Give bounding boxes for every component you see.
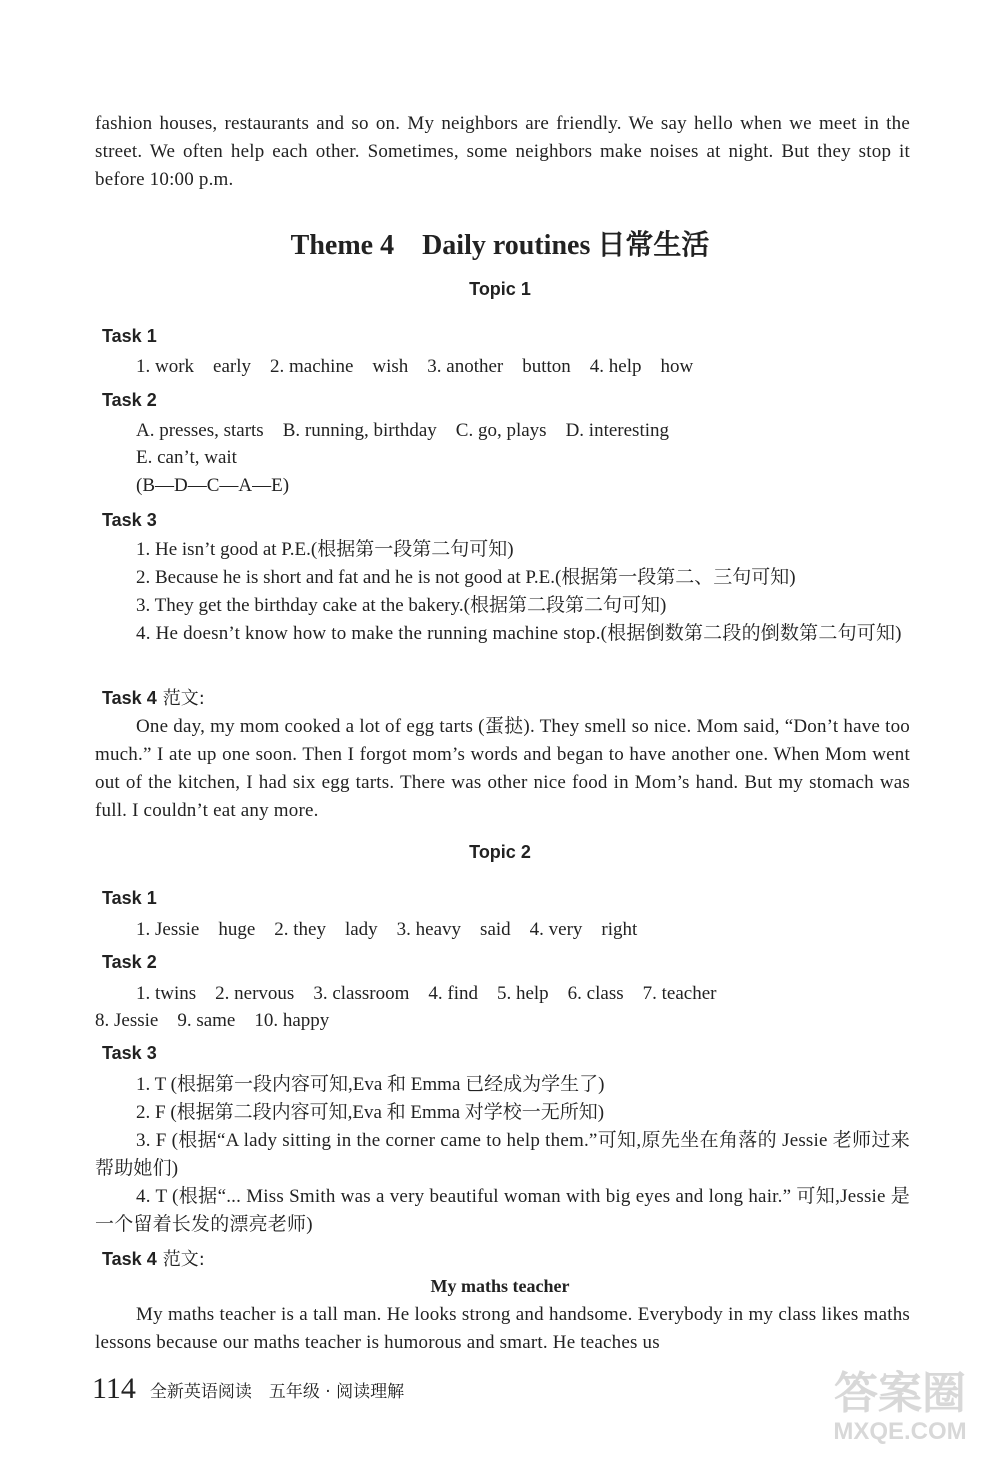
task-label: Task 1	[102, 888, 157, 908]
watermark-url: MXQE.COM	[833, 1418, 967, 1445]
topic-1-task-2-line-1: A. presses, starts B. running, birthday C. go, plays D. interesting	[136, 420, 670, 441]
task-label: Task 3	[102, 1043, 157, 1063]
topic-2-title: Topic 2	[469, 842, 531, 862]
topic-1-task-3-answer-1: 1. He isn’t good at P.E.(根据第一段第二句可知)	[136, 539, 514, 560]
task-label-sample: 范文:	[162, 1249, 205, 1270]
topic-1-task-4-label	[102, 684, 205, 710]
topic-2-task-3-label	[102, 1043, 157, 1064]
task-label: Task 3	[102, 510, 157, 530]
topic-2-task-4-label	[102, 1245, 205, 1271]
intro-paragraph: fashion houses, restaurants and so on. My neighbors are friendly. We say hello when we meet in the street. We often help each other. Sometimes, some neighbors make noises at night. But they stop it before 10:00 p.m.	[95, 113, 910, 190]
topic-2-task-1-label	[102, 888, 157, 909]
task-label: Task 2	[102, 390, 157, 410]
topic-2-task-3-answer-3: 3. F (根据“A lady sitting in the corner came to help them.”可知,原先坐在角落的 Jessie 老师过来帮助她们)	[95, 1130, 910, 1179]
watermark	[815, 1370, 985, 1446]
topic-2-sample-essay: My maths teacher is a tall man. He looks strong and handsome. Everybody in my class likes maths lessons because our maths teacher is humorous and smart. He teaches us	[95, 1304, 910, 1353]
topic-2-task-2-line-2: 8. Jessie 9. same 10. happy	[95, 1010, 330, 1031]
page-footer	[92, 1372, 404, 1406]
topic-2-task-2-label	[102, 952, 157, 973]
topic-1-task-2-label	[102, 390, 157, 411]
topic-1-task-2-order: (B—D—C—A—E)	[136, 475, 290, 496]
theme-title: Theme 4 Daily routines 日常生活	[290, 230, 710, 261]
topic-1-task-3-answer-3: 3. They get the birthday cake at the bakery.(根据第二段第二句可知)	[136, 595, 667, 616]
page-number: 114	[92, 1372, 136, 1405]
topic-1-sample-essay: One day, my mom cooked a lot of egg tarts (蛋挞). They smell so nice. Mom said, “Don’t have too much.” I ate up one soon. Then I forgot mom’s words and began to have another one. When Mom went out of the kitchen, I had six egg tarts. There was other nice food in Mom’s hand. But my stomach was full. I couldn’t eat any more.	[95, 716, 910, 821]
book-title: 全新英语阅读 五年级 · 阅读理解	[149, 1381, 405, 1402]
task-label: Task 4	[102, 688, 157, 708]
topic-2-task-2-line-1: 1. twins 2. nervous 3. classroom 4. find 5. help 6. class 7. teacher	[136, 983, 717, 1004]
topic-2-task-1-answer: 1. Jessie huge 2. they lady 3. heavy said 4. very right	[136, 919, 638, 940]
topic-1-task-2-line-2: E. can’t, wait	[136, 447, 237, 468]
task-label: Task 2	[102, 952, 157, 972]
task-label: Task 1	[102, 326, 157, 346]
topic-1-task-3-answer-4: 4. He doesn’t know how to make the running machine stop.(根据倒数第二段的倒数第二句可知)	[136, 623, 902, 644]
topic-2-task-3-answer-2: 2. F (根据第二段内容可知,Eva 和 Emma 对学校一无所知)	[136, 1102, 605, 1123]
topic-2-task-3-answer-1: 1. T (根据第一段内容可知,Eva 和 Emma 已经成为学生了)	[136, 1074, 605, 1095]
topic-1-task-3-answer-2: 2. Because he is short and fat and he is not good at P.E.(根据第一段第二、三句可知)	[136, 567, 796, 588]
topic-1-task-1-answer: 1. work early 2. machine wish 3. another button 4. help how	[136, 356, 694, 377]
watermark-logo-text: 答案圈	[834, 1368, 966, 1419]
topic-1-task-3-label	[102, 510, 157, 531]
topic-1-task-1-label	[102, 326, 157, 347]
task-label: Task 4	[102, 1249, 157, 1269]
task-label-sample: 范文:	[162, 688, 205, 709]
topic-1-title: Topic 1	[469, 279, 531, 299]
essay-title: My maths teacher	[430, 1276, 570, 1296]
topic-2-task-3-answer-4: 4. T (根据“... Miss Smith was a very beautiful woman with big eyes and long hair.” 可知,Jessie 是一个留着长发的漂亮老师)	[95, 1186, 910, 1235]
